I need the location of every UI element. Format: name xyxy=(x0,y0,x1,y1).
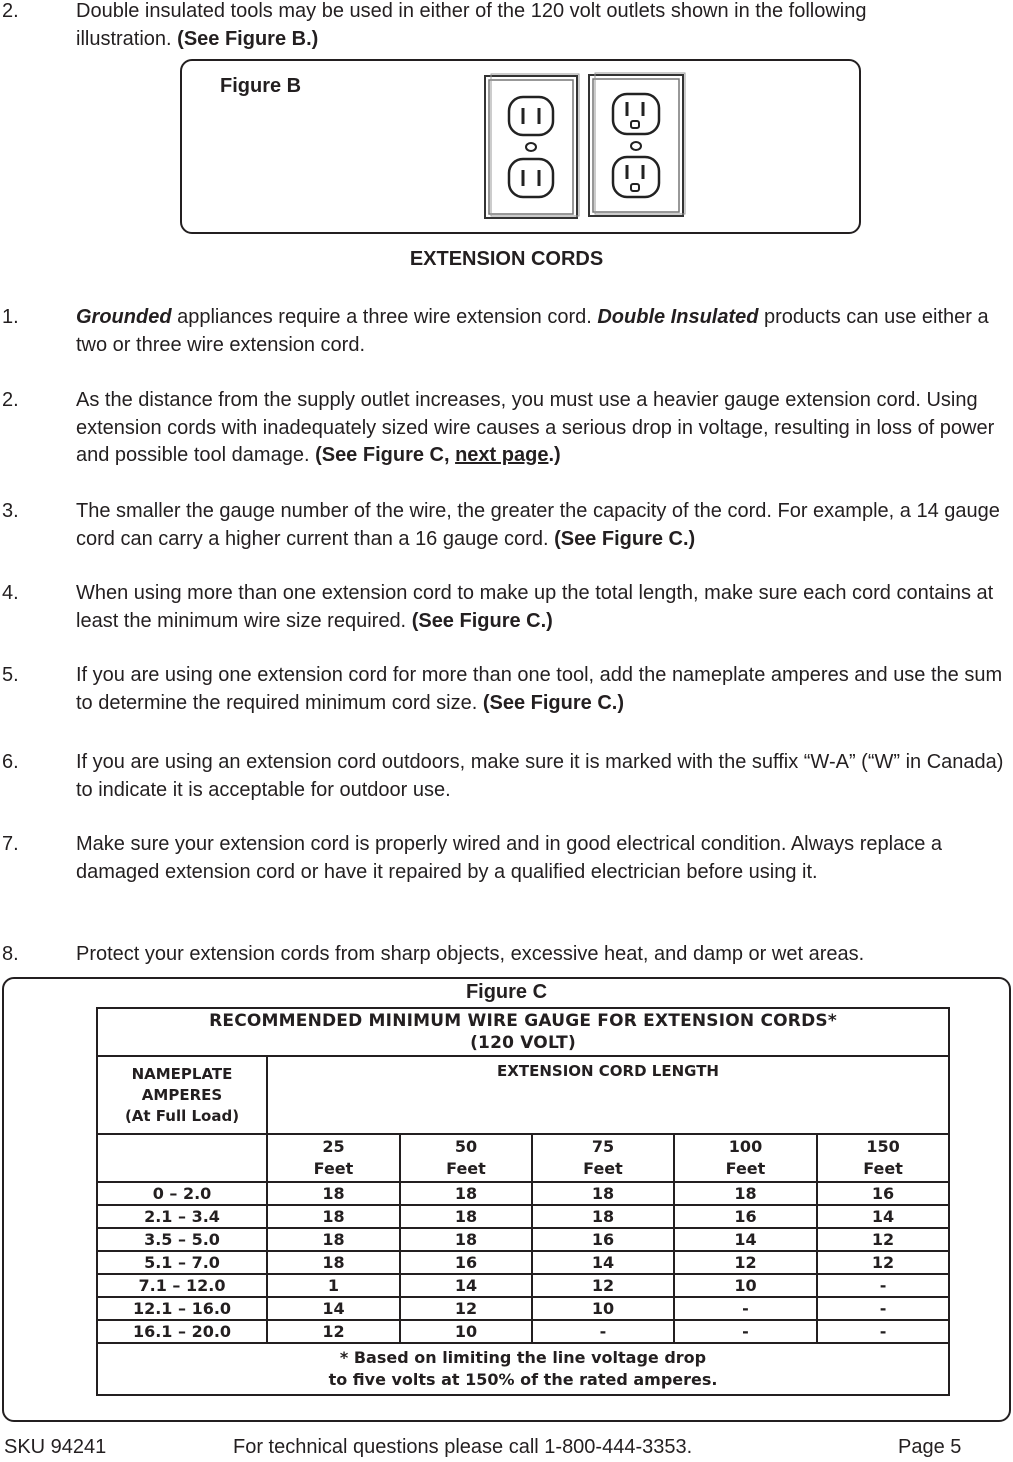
gauge-cell: - xyxy=(817,1297,949,1320)
item-number: 2. xyxy=(2,0,19,22)
gauge-cell: 18 xyxy=(267,1205,400,1228)
length-row xyxy=(97,1134,949,1182)
item-text-part: The smaller the gauge number of the wire, the greater the capacity of the cord. For example, a 14 gauge cord can carry a higher current than a 16 gauge cord. xyxy=(76,500,1000,550)
gauge-cell: 10 xyxy=(532,1297,674,1320)
table-footnote xyxy=(97,1343,949,1395)
gauge-cell: 18 xyxy=(532,1205,674,1228)
item-text xyxy=(76,662,1011,717)
footer-page-number: Page 5 xyxy=(898,1436,962,1458)
item-number: 4. xyxy=(2,582,19,604)
gauge-cell: 18 xyxy=(674,1182,817,1205)
item-text-part: products can use either a two or three wire extension cord. xyxy=(76,306,989,356)
item-text-line2: illustration. xyxy=(76,27,178,50)
grounded-term: Grounded xyxy=(76,306,172,328)
item-number: 5. xyxy=(2,664,19,686)
item-number: 6. xyxy=(2,751,19,773)
gauge-cell: 14 xyxy=(674,1228,817,1251)
nameplate-line2: AMPERES xyxy=(141,1085,223,1104)
gauge-cell: 1 xyxy=(267,1274,400,1297)
table-row xyxy=(97,1251,949,1274)
amps-cell: 12.1 – 16.0 xyxy=(97,1297,267,1320)
item-number: 2. xyxy=(2,389,19,411)
cord-length-header: EXTENSION CORD LENGTH xyxy=(267,1056,949,1134)
table-title-line1: RECOMMENDED MINIMUM WIRE GAUGE FOR EXTENSION CORDS* xyxy=(209,1011,837,1031)
table-row xyxy=(97,1228,949,1251)
figure-c-box xyxy=(2,977,1011,1422)
gauge-cell: - xyxy=(674,1320,817,1343)
item-text xyxy=(76,0,1011,53)
footnote-line1: * Based on limiting the line voltage drop xyxy=(339,1348,707,1367)
double-insulated-term: Double Insulated xyxy=(597,306,759,328)
wire-gauge-table xyxy=(96,1007,950,1396)
item-text-part: appliances require a three wire extension cord. xyxy=(171,306,598,328)
length-row-blank xyxy=(97,1134,267,1182)
three-prong-outlet-icon xyxy=(589,73,685,216)
gauge-cell: 18 xyxy=(400,1205,532,1228)
gauge-cell: 14 xyxy=(267,1297,400,1320)
amps-cell: 16.1 – 20.0 xyxy=(97,1320,267,1343)
table-header-row xyxy=(97,1056,949,1134)
gauge-cell: - xyxy=(532,1320,674,1343)
figure-reference xyxy=(315,444,561,466)
gauge-cell: 16 xyxy=(817,1182,949,1205)
section-heading: EXTENSION CORDS xyxy=(409,248,604,270)
amps-cell: 0 – 2.0 xyxy=(97,1182,267,1205)
nameplate-header xyxy=(97,1056,267,1134)
table-row xyxy=(97,1205,949,1228)
figure-reference: (See Figure C.) xyxy=(482,691,624,714)
item-number: 1. xyxy=(2,306,19,328)
ref-prefix: (See Figure C, xyxy=(315,444,456,466)
table-row xyxy=(97,1274,949,1297)
gauge-cell: 14 xyxy=(532,1251,674,1274)
gauge-cell: 12 xyxy=(400,1297,532,1320)
gauge-cell: 18 xyxy=(267,1182,400,1205)
length-unit: Feet xyxy=(313,1159,354,1178)
length-100 xyxy=(674,1134,817,1182)
gauge-cell: - xyxy=(817,1320,949,1343)
amps-cell: 3.5 – 5.0 xyxy=(97,1228,267,1251)
gauge-cell: 18 xyxy=(532,1182,674,1205)
item-text-line1: Double insulated tools may be used in either of the 120 volt outlets shown in the following xyxy=(76,0,867,22)
gauge-cell: 16 xyxy=(532,1228,674,1251)
item-number: 3. xyxy=(2,500,19,522)
next-page-link[interactable]: next page xyxy=(455,444,549,466)
length-25 xyxy=(267,1134,400,1182)
gauge-cell: 12 xyxy=(674,1251,817,1274)
gauge-cell: 14 xyxy=(400,1274,532,1297)
table-title-row xyxy=(97,1008,949,1056)
item-text xyxy=(76,580,1011,635)
figure-c-label: Figure C xyxy=(465,981,548,1003)
gauge-cell: 12 xyxy=(532,1274,674,1297)
gauge-cell: - xyxy=(817,1274,949,1297)
item-number: 8. xyxy=(2,943,19,965)
item-text-part: If you are using one extension cord for more than one tool, add the nameplate amperes and use the sum to determine the required minimum cord size. xyxy=(76,664,1003,714)
gauge-cell: 16 xyxy=(674,1205,817,1228)
gauge-cell: 10 xyxy=(400,1320,532,1343)
length-unit: Feet xyxy=(446,1159,486,1178)
item-text: If you are using an extension cord outdoors, make sure it is marked with the suffix “W-A” (“W” in Canada) to indicate it is acceptable for outdoor use. xyxy=(76,751,1004,801)
gauge-cell: 12 xyxy=(817,1251,949,1274)
item-text xyxy=(76,304,1011,359)
gauge-cell: 18 xyxy=(267,1228,400,1251)
footer-phone: For technical questions please call 1-800-444-3353. xyxy=(233,1436,693,1458)
length-unit: Feet xyxy=(863,1159,903,1178)
gauge-cell: 18 xyxy=(400,1228,532,1251)
item-text xyxy=(76,387,1011,470)
gauge-cell: 18 xyxy=(400,1182,532,1205)
length-unit: Feet xyxy=(583,1159,623,1178)
gauge-cell: 14 xyxy=(817,1205,949,1228)
footer-sku: SKU 94241 xyxy=(4,1436,107,1458)
length-value: 100 xyxy=(728,1137,763,1156)
length-75 xyxy=(532,1134,674,1182)
length-50 xyxy=(400,1134,532,1182)
item-text: Protect your extension cords from sharp objects, excessive heat, and damp or wet areas. xyxy=(76,943,865,965)
length-unit: Feet xyxy=(725,1159,766,1178)
figure-reference: (See Figure B.) xyxy=(177,27,319,50)
gauge-cell: 10 xyxy=(674,1274,817,1297)
outlets-illustration xyxy=(483,72,691,222)
amps-cell: 5.1 – 7.0 xyxy=(97,1251,267,1274)
gauge-cell: 16 xyxy=(400,1251,532,1274)
gauge-cell: 12 xyxy=(817,1228,949,1251)
item-text xyxy=(76,498,1011,553)
table-row xyxy=(97,1320,949,1343)
amps-cell: 2.1 – 3.4 xyxy=(97,1205,267,1228)
footnote-line2: to five volts at 150% of the rated amperes. xyxy=(328,1370,718,1389)
figure-b-label: Figure B xyxy=(220,75,302,97)
table-title-line2: (120 VOLT) xyxy=(470,1033,576,1053)
nameplate-line3: (At Full Load) xyxy=(124,1106,240,1125)
ref-suffix: .) xyxy=(548,444,561,466)
figure-reference: (See Figure C.) xyxy=(554,527,696,550)
item-text: Make sure your extension cord is properly wired and in good electrical condition. Always replace a damaged extension cord or have it repaired by a qualified electrician before using it. xyxy=(76,833,943,883)
table-row xyxy=(97,1182,949,1205)
table-row xyxy=(97,1297,949,1320)
item-number: 7. xyxy=(2,833,19,855)
length-150 xyxy=(817,1134,949,1182)
two-prong-outlet-icon xyxy=(485,74,579,218)
gauge-cell: - xyxy=(674,1297,817,1320)
figure-b-box xyxy=(180,59,861,234)
table-title xyxy=(97,1008,949,1056)
length-value: 25 xyxy=(322,1137,345,1156)
figure-reference: (See Figure C.) xyxy=(411,609,553,632)
item-text-part: As the distance from the supply outlet increases, you must use a heavier gauge extension cord. Using extension cords with inadequately sized wire causes a serious drop in voltage, resulting in loss of power and possible tool damage. xyxy=(76,389,995,466)
gauge-cell: 18 xyxy=(267,1251,400,1274)
item-text-part: When using more than one extension cord to make up the total length, make sure each cord contains at least the minimum wire size required. xyxy=(76,582,994,632)
length-value: 150 xyxy=(866,1137,900,1156)
amps-cell: 7.1 – 12.0 xyxy=(97,1274,267,1297)
length-value: 50 xyxy=(454,1137,478,1156)
gauge-cell: 12 xyxy=(267,1320,400,1343)
length-value: 75 xyxy=(591,1137,615,1156)
nameplate-line1: NAMEPLATE xyxy=(131,1064,233,1083)
table-footnote-row xyxy=(97,1343,949,1395)
